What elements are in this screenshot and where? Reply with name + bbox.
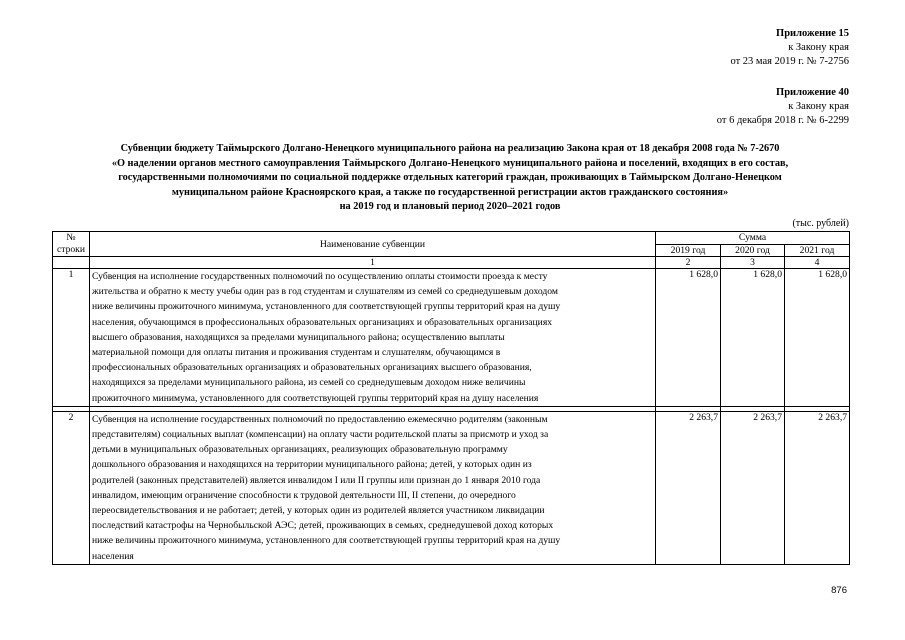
amount-2021: 1 628,0 bbox=[785, 269, 850, 407]
appendix-15-block bbox=[730, 27, 849, 69]
amount-2020: 1 628,0 bbox=[721, 269, 785, 407]
description-line: профессиональных образовательных организациях и образовательных организациях высшего образования, bbox=[92, 362, 532, 374]
description-line: Субвенция на исполнение государственных полномочий по осуществлению оплаты стоимости проезда к месту bbox=[92, 271, 548, 282]
description-line: инвалидом, имеющим ограничение способности к трудовой деятельности III, II степени, до очередного bbox=[92, 489, 516, 501]
description-line: дошкольного образования и находящихся на территории муниципального района; детей, у которых один из bbox=[92, 459, 532, 471]
title-line: «О наделении органов местного самоуправления Таймырского Долгано-Ненецкого муниципального района и поселений, входящих в его состав, bbox=[111, 157, 789, 169]
subventions-table bbox=[52, 231, 850, 565]
index-cell: 1 bbox=[90, 257, 656, 269]
index-cell: 3 bbox=[721, 257, 785, 269]
appendix-40-block bbox=[717, 86, 849, 128]
description-line: жительства и обратно к месту учебы один раз в год студентам и слушателям из семей со среднедушевым доходом bbox=[92, 286, 558, 298]
appendix-40-law: к Закону края bbox=[788, 101, 849, 112]
amount-2021: 2 263,7 bbox=[785, 411, 850, 564]
appendix-15-title: Приложение 15 bbox=[776, 28, 849, 39]
index-cell: 4 bbox=[785, 257, 850, 269]
description-line: представителям) социальных выплат (компенсации) на оплату части родительской платы за присмотр и уход за bbox=[92, 429, 549, 441]
description-line: переосвидетельствования и не работает; детей, у которых один из родителей является участником ликвидации bbox=[92, 505, 545, 517]
appendix-15-law: к Закону края bbox=[788, 42, 849, 53]
table-row bbox=[53, 411, 850, 564]
header-year-2019: 2019 год bbox=[656, 244, 721, 257]
subvention-description bbox=[90, 269, 656, 407]
description-line: прожиточного минимума, установленного для соответствующей группы территорий края на душу населения bbox=[92, 392, 539, 404]
page-number: 876 bbox=[831, 585, 847, 596]
description-line: высшего образования, находящихся за пределами муниципального района; осуществлению выплаты bbox=[92, 331, 505, 343]
index-cell: 2 bbox=[656, 257, 721, 269]
description-line: последствий катастрофы на Чернобыльской АЭС; детей, проживающих в семьях, среднедушевой доход которых bbox=[92, 520, 554, 532]
index-cell bbox=[53, 257, 90, 269]
title-line: государственными полномочиями по социальной поддержке отдельных категорий граждан, проживающих в Таймырском Долгано-Ненецком bbox=[118, 172, 782, 184]
document-title bbox=[52, 142, 848, 215]
description-line: детьми в муниципальных образовательных организациях, реализующих образовательную программу bbox=[92, 444, 508, 456]
description-line: материальной помощи для оплаты питания и проживания студентам и слушателям, обучающимся в bbox=[92, 347, 501, 359]
title-line: муниципальном районе Красноярского края, а также по государственной регистрации актов гражданского состояния» bbox=[171, 186, 729, 198]
description-line: родителей (законных представителей) является инвалидом I или II группы или признан до 1 января 2010 года bbox=[92, 474, 541, 486]
description-line: населения, обучающимся в профессиональных образовательных организациях и образовательных организациях bbox=[92, 316, 553, 328]
title-line: на 2019 год и плановый период 2020–2021 годов bbox=[339, 201, 561, 213]
description-line: Субвенция на исполнение государственных полномочий по предоставлению ежемесячно родителям (законным bbox=[92, 413, 548, 425]
appendix-40-date: от 6 декабря 2018 г. № 6-2299 bbox=[716, 115, 849, 126]
units-label: (тыс. рублей) bbox=[792, 218, 849, 229]
description-line: ниже величины прожиточного минимума, установленного для соответствующей группы территорий края на душу bbox=[92, 301, 561, 313]
table-row bbox=[53, 269, 850, 407]
header-subvention-name: Наименование субвенции bbox=[90, 232, 656, 257]
index-row bbox=[53, 257, 850, 269]
row-number: 1 bbox=[53, 269, 90, 407]
header-year-2020: 2020 год bbox=[721, 244, 785, 257]
row-number: 2 bbox=[53, 411, 90, 564]
amount-2019: 1 628,0 bbox=[656, 269, 721, 407]
amount-2019: 2 263,7 bbox=[656, 411, 721, 564]
appendix-40-title: Приложение 40 bbox=[776, 87, 849, 98]
header-sum: Сумма bbox=[656, 232, 850, 245]
amount-2020: 2 263,7 bbox=[721, 411, 785, 564]
subvention-description bbox=[90, 411, 656, 564]
header-year-2021: 2021 год bbox=[785, 244, 850, 257]
header-row-number: № строки bbox=[53, 232, 90, 257]
appendix-15-date: от 23 мая 2019 г. № 7-2756 bbox=[730, 56, 849, 67]
description-line: находящихся за пределами муниципального района, из семей со среднедушевым доходом ниже величины bbox=[92, 377, 526, 389]
title-line: Субвенции бюджету Таймырского Долгано-Ненецкого муниципального района на реализацию Закона края от 18 декабря 2008 года № 7-2670 bbox=[120, 143, 780, 154]
description-line: ниже величины прожиточного минимума, установленного для соответствующей группы территорий края на душу bbox=[92, 535, 561, 547]
description-line: населения bbox=[92, 550, 134, 562]
